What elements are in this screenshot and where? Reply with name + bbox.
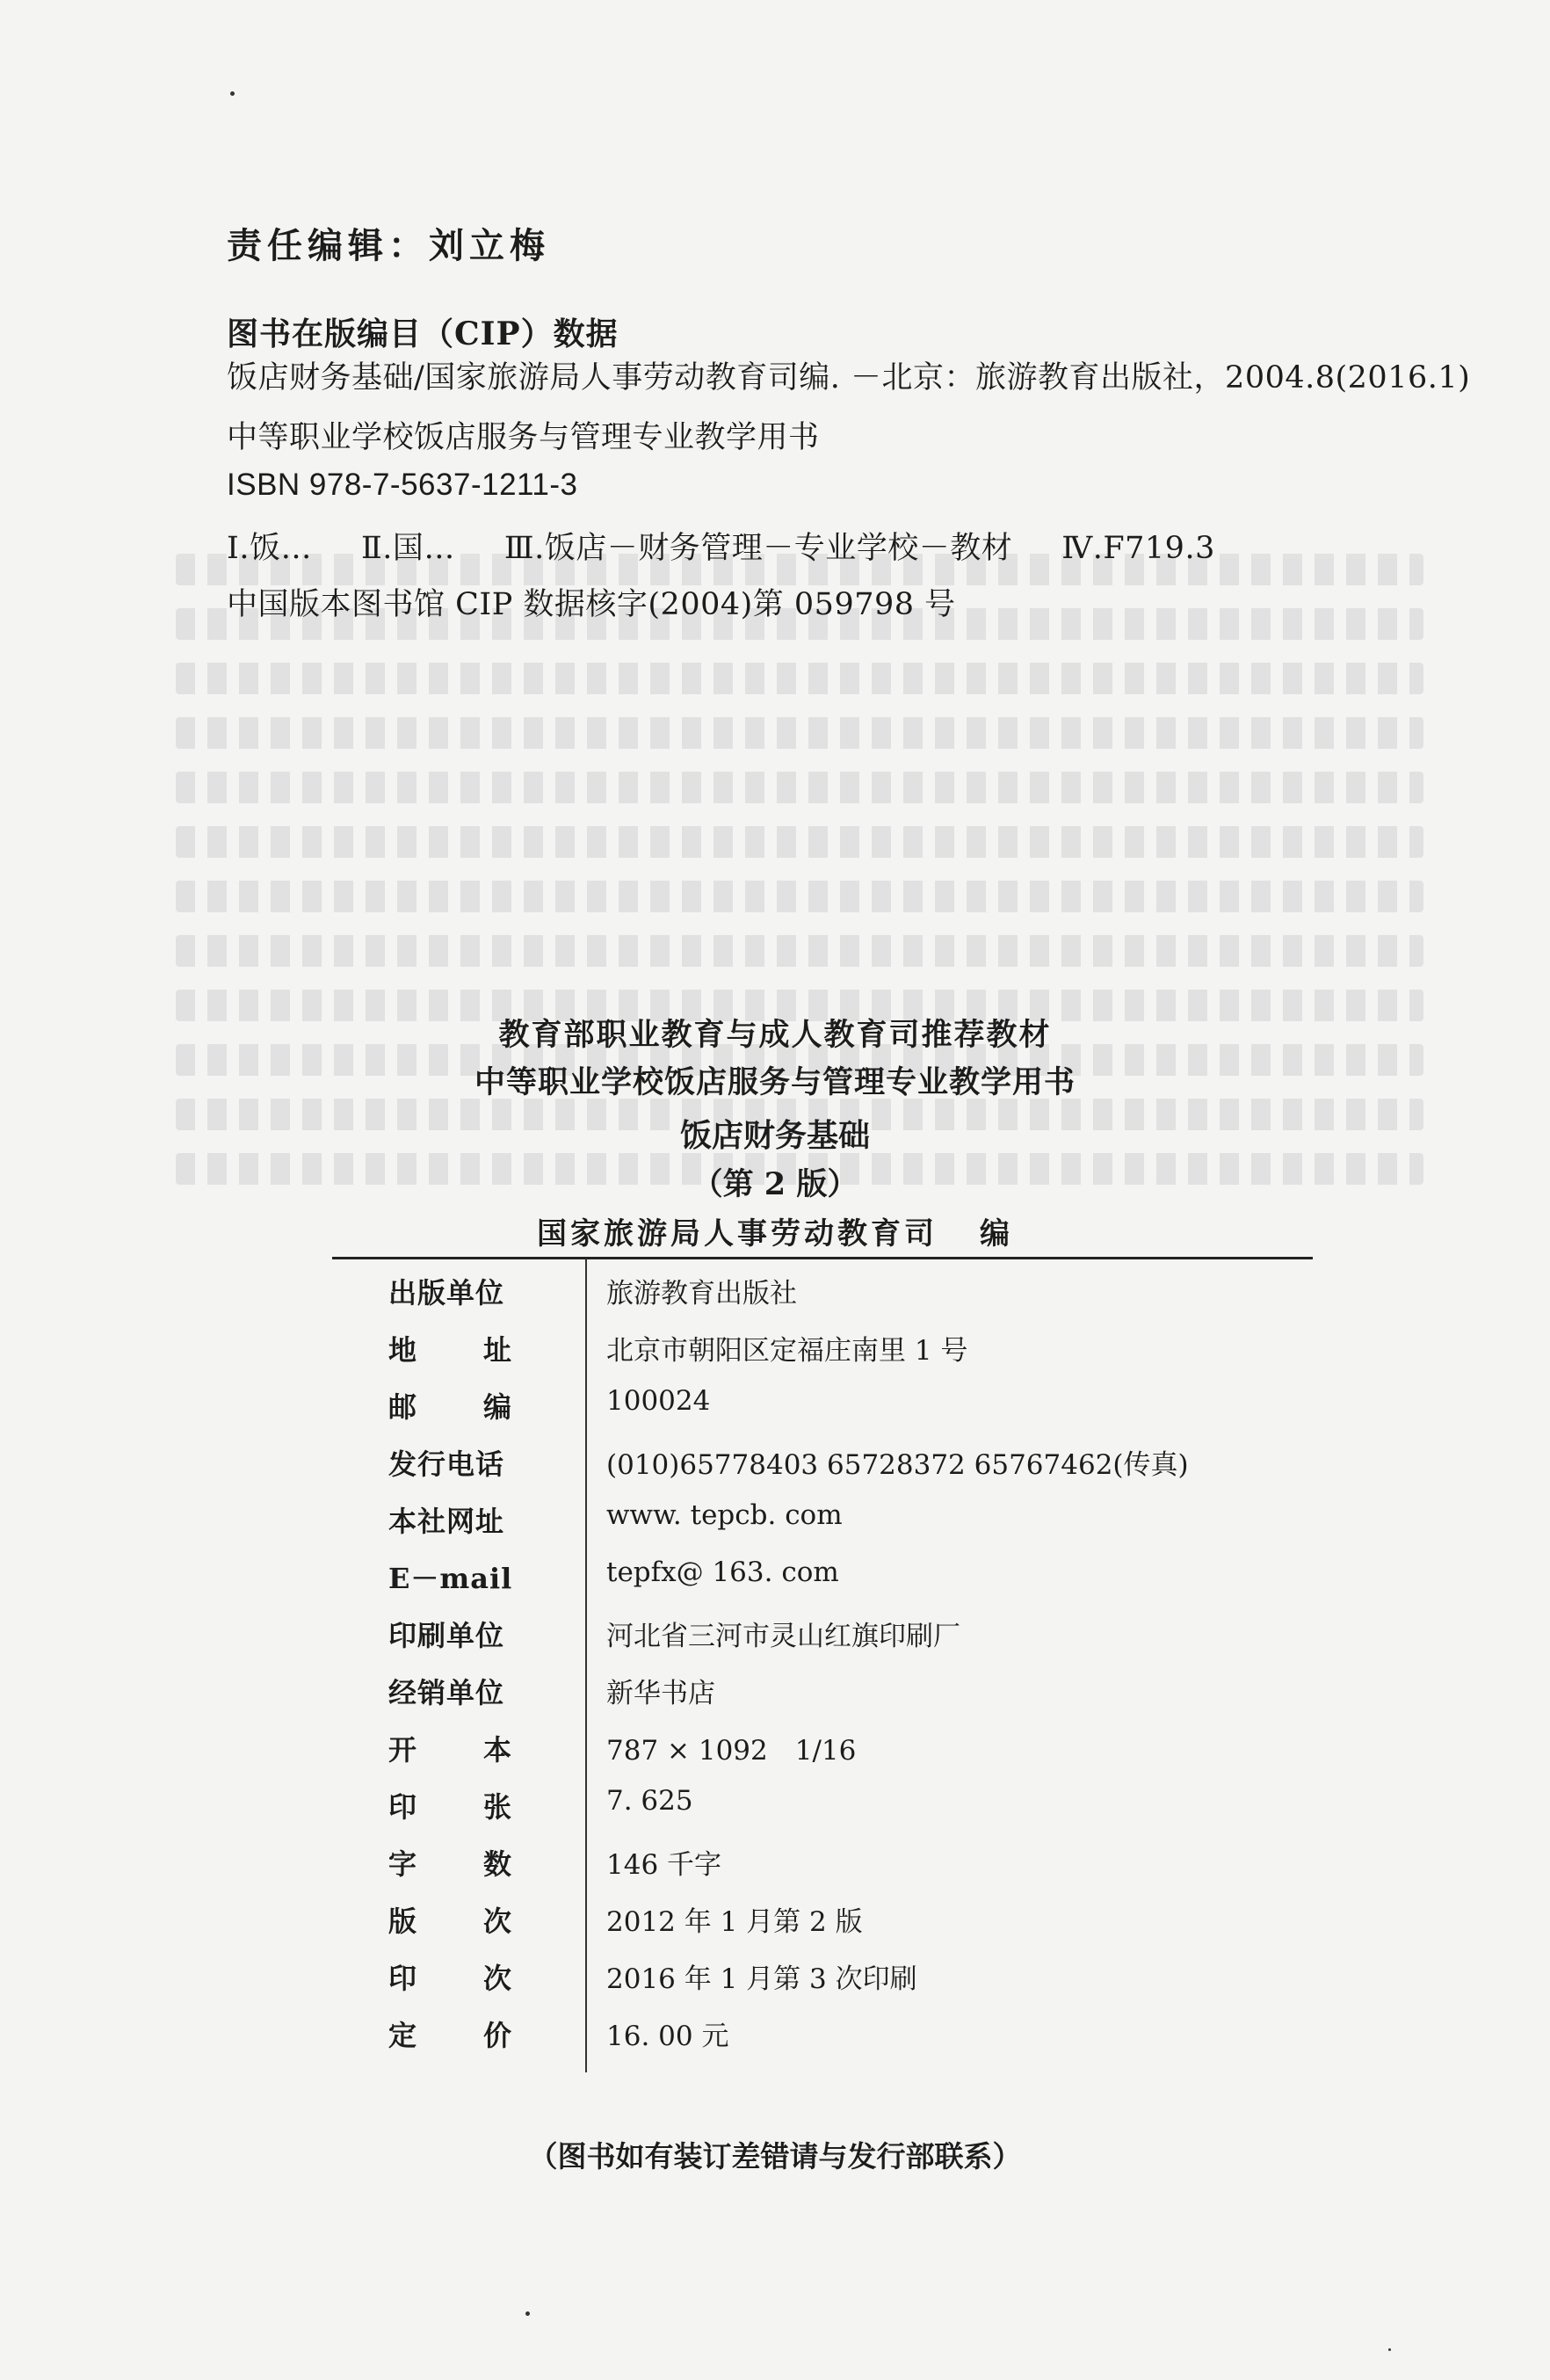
editor-role: 编	[980, 1216, 1013, 1252]
cip-series-line: 中等职业学校饭店服务与管理专业教学用书	[227, 420, 820, 455]
info-key	[388, 1728, 511, 1768]
info-key-part: 印刷单位	[388, 1619, 505, 1652]
info-value: 河北省三河市灵山红旗印刷厂	[606, 1621, 960, 1652]
scan-speck	[525, 2311, 530, 2316]
info-key	[388, 1442, 511, 1483]
info-key-part: 地	[388, 1333, 417, 1367]
info-key-part: 张	[482, 1790, 511, 1824]
info-value: 旅游教育出版社	[606, 1278, 797, 1310]
info-key-part: 邮	[388, 1390, 417, 1424]
info-row	[0, 1842, 1550, 1895]
cip-isbn: ISBN 978-7-5637-1211-3	[227, 468, 578, 502]
info-key	[388, 1556, 511, 1597]
info-key	[388, 1956, 511, 1997]
info-key	[388, 1271, 511, 1311]
info-value: 北京市朝阳区定福庄南里 1 号	[606, 1335, 968, 1367]
binding-error-note: （图书如有装订差错请与发行部联系）	[528, 2139, 1022, 2173]
info-key	[388, 1785, 511, 1825]
textbook-series-line: 中等职业学校饭店服务与管理专业教学用书	[474, 1064, 1076, 1100]
info-row	[0, 1785, 1550, 1838]
book-title: 饭店财务基础	[679, 1117, 870, 1154]
info-key-part: 印	[388, 1962, 417, 1995]
info-key	[388, 1499, 511, 1540]
info-value: 787 × 1092 1/16	[606, 1735, 857, 1767]
info-key-part: 字	[388, 1847, 417, 1881]
info-key-part: 出版单位	[388, 1276, 505, 1310]
scan-speck	[1388, 2348, 1391, 2351]
info-key-part: 址	[482, 1333, 511, 1367]
info-row	[0, 1499, 1550, 1552]
info-key-part: 版	[388, 1905, 417, 1938]
table-top-rule	[332, 1257, 1313, 1259]
info-key-part: 价	[482, 2019, 511, 2052]
info-key-part: 数	[482, 1847, 511, 1881]
info-value: 146 千字	[606, 1849, 722, 1881]
info-key-part: 发行电话	[388, 1448, 505, 1481]
scan-speck	[230, 91, 235, 96]
classification-item: Ⅱ.国…	[360, 531, 455, 566]
info-value: (010)65778403 65728372 65767462(传真)	[606, 1449, 1189, 1481]
info-row	[0, 1728, 1550, 1781]
editor-line	[0, 1209, 1550, 1252]
cip-record-number: 中国版本图书馆 CIP 数据核字(2004)第 059798 号	[227, 587, 956, 622]
info-row	[0, 1556, 1550, 1609]
cip-title: 图书在版编目（CIP）数据	[227, 316, 619, 352]
info-key	[388, 1671, 511, 1711]
info-row	[0, 1614, 1550, 1666]
info-row	[0, 1442, 1550, 1495]
info-key	[388, 1614, 511, 1654]
info-row	[0, 1271, 1550, 1324]
info-row	[0, 1385, 1550, 1438]
info-key-part: 次	[482, 1905, 511, 1938]
info-key-part: 编	[482, 1390, 511, 1424]
classification-item: Ⅳ.F719.3	[1061, 531, 1215, 566]
info-row	[0, 1328, 1550, 1381]
info-value: tepfx@ 163. com	[606, 1556, 839, 1588]
edition-label: （第 2 版）	[692, 1166, 858, 1202]
cip-classification	[227, 524, 1264, 568]
info-key-part: 定	[388, 2019, 417, 2052]
info-key	[388, 1328, 511, 1368]
info-row	[0, 2014, 1550, 2066]
classification-item: Ⅲ.饭店－财务管理－专业学校－教材	[503, 531, 1013, 566]
info-key-part: 经销单位	[388, 1676, 505, 1709]
info-key	[388, 1842, 511, 1883]
info-key-part: 次	[482, 1962, 511, 1995]
info-value: 2012 年 1 月第 2 版	[606, 1906, 863, 1938]
info-row	[0, 1956, 1550, 2009]
info-key	[388, 1385, 511, 1426]
recommendation-line: 教育部职业教育与成人教育司推荐教材	[498, 1017, 1052, 1053]
info-key-part: 本社网址	[388, 1505, 505, 1538]
info-key	[388, 2014, 511, 2054]
cip-bibliographic-line: 饭店财务基础/国家旅游局人事劳动教育司编. －北京：旅游教育出版社，2004.8(2016.1)	[227, 360, 1471, 395]
info-value: 新华书店	[606, 1678, 715, 1709]
info-value: 16. 00 元	[606, 2021, 729, 2052]
info-key-part: E－mail	[388, 1562, 513, 1595]
info-key-part: 本	[482, 1733, 511, 1767]
responsible-editor: 责任编辑：刘立梅	[227, 225, 550, 266]
classification-item: Ⅰ.饭…	[227, 531, 312, 566]
info-key-part: 印	[388, 1790, 417, 1824]
info-row	[0, 1899, 1550, 1952]
info-value: www. tepcb. com	[606, 1499, 843, 1531]
info-value: 7. 625	[606, 1785, 693, 1817]
info-value: 2016 年 1 月第 3 次印刷	[606, 1963, 917, 1995]
info-key-part: 开	[388, 1733, 417, 1767]
info-value: 100024	[606, 1385, 711, 1417]
info-key	[388, 1899, 511, 1940]
editor-name: 国家旅游局人事劳动教育司	[537, 1216, 938, 1252]
info-row	[0, 1671, 1550, 1723]
